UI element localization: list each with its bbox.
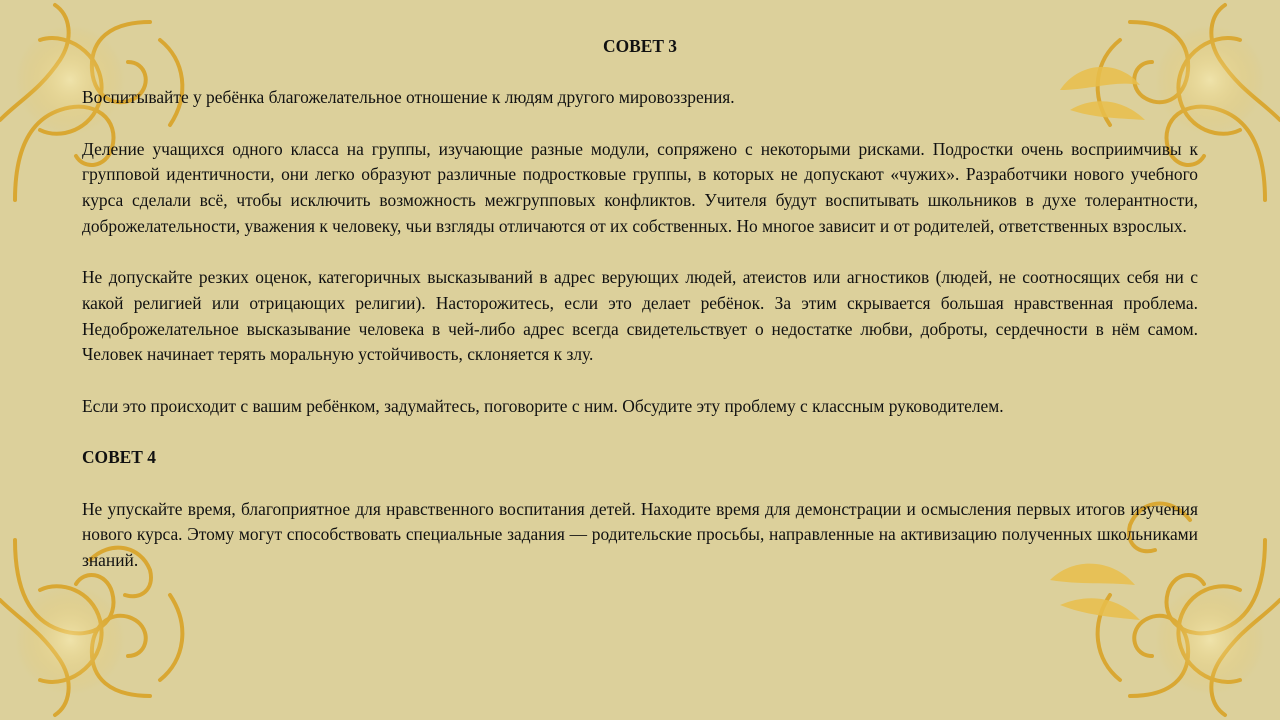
tip3-paragraph-3: Если это происходит с вашим ребёнком, задумайтесь, поговорите с ним. Обсудите эту проблему с классным руководителем. xyxy=(82,395,1004,416)
spacer xyxy=(82,419,1198,445)
tip4-heading: СОВЕТ 4 xyxy=(82,447,156,468)
tip3-lead: Воспитывайте у ребёнка благожелательное отношение к людям другого мировоззрения. xyxy=(82,87,735,108)
spacer xyxy=(82,111,1198,137)
tip3-paragraph-1: Деление учащихся одного класса на группы, изучающие разные модули, сопряжено с некоторыми рисками. Подростки очень восприимчивы к групповой идентичности, они легко образуют различные подростковые группы, в которых не допускают «чужих». Разработчики нового учебного курса сделали всё, чтобы исключить возможность межгрупповых конфликтов. Учителя будут воспитывать школьников в духе толерантности, доброжелательности, уважения к человеку, чьи взгляды отличаются от их собственных. Но многое зависит и от родителей, ответственных взрослых. xyxy=(82,138,1198,236)
tip3-paragraph-2: Не допускайте резких оценок, категоричных высказываний в адрес верующих людей, атеистов или агностиков (людей, не соотносящих себя ни с какой религией или отрицающих религии). Насторожитесь, если это делает ребёнок. За этим скрывается большая нравственная проблема. Недоброжелательное высказывание человека в чей-либо адрес всегда свидетельствует о недостатке любви, доброты, сердечности в нём самом. Человек начинает терять моральную устойчивость, склоняется к злу. xyxy=(82,267,1198,365)
slide-content xyxy=(82,34,1198,574)
spacer xyxy=(82,60,1198,86)
spacer xyxy=(82,368,1198,394)
tip3-heading: СОВЕТ 3 xyxy=(603,36,677,56)
spacer xyxy=(82,240,1198,266)
spacer xyxy=(82,471,1198,497)
tip4-paragraph-1: Не упускайте время, благоприятное для нравственного воспитания детей. Находите время для демонстрации и осмысления первых итогов изучения нового курса. Этому могут способствовать специальные задания — родительские просьбы, направленные на активизацию полученных школьниками знаний. xyxy=(82,498,1198,570)
